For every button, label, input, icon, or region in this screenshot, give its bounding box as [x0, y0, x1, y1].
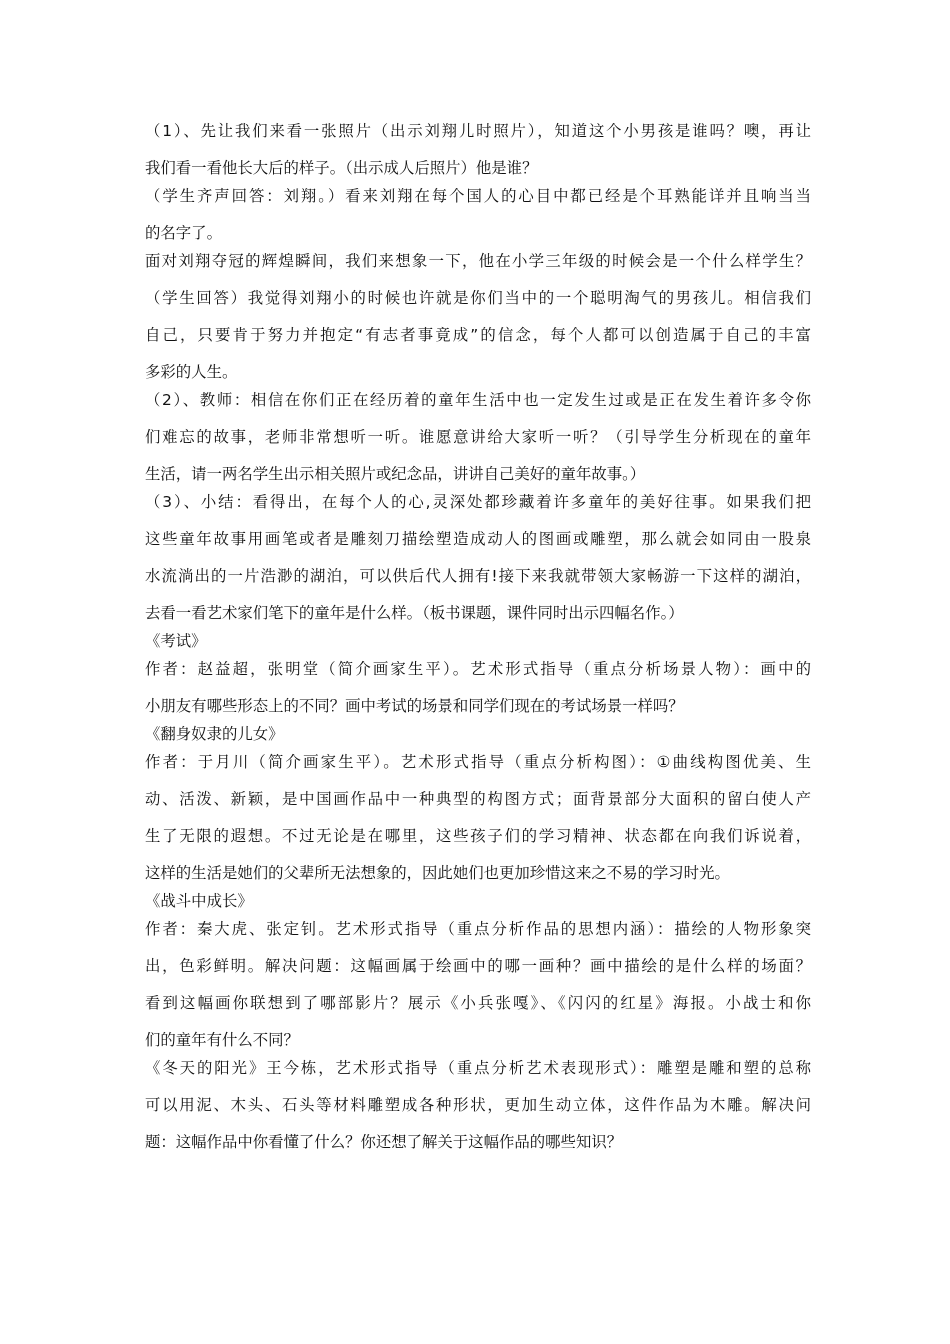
text-line: 面对刘翔夺冠的辉煌瞬间，我们来想象一下，他在小学三年级的时候会是一个什么样学生？	[145, 252, 811, 270]
text-line: 水流淌出的一片浩渺的湖泊，可以供后代人拥有!接下来我就带领大家畅游一下这样的湖泊，	[145, 567, 811, 585]
text-line: 小朋友有哪些形态上的不同？画中考试的场景和同学们现在的考试场景一样吗？	[145, 697, 684, 715]
text-line: 的名字了。	[145, 224, 222, 242]
text-line: 出，色彩鲜明。解决问题：这幅画属于绘画中的哪一画种？画中描绘的是什么样的场面？	[145, 957, 811, 975]
text-line: 作者：赵益超，张明堂（简介画家生平）。艺术形式指导（重点分析场景人物）：画中的	[145, 660, 811, 678]
text-line: 们的童年有什么不同？	[145, 1031, 299, 1049]
text-line: 题：这幅作品中你看懂了什么？你还想了解关于这幅作品的哪些知识？	[145, 1133, 623, 1151]
text-line: （学生齐声回答：刘翔。）看来刘翔在每个国人的心目中都已经是个耳熟能详并且响当当	[145, 187, 811, 205]
text-line: 自己，只要肯于努力并抱定“有志者事竟成”的信念，每个人都可以创造属于自己的丰富	[145, 326, 811, 344]
text-line: 《冬天的阳光》王今栋，艺术形式指导（重点分析艺术表现形式）：雕塑是雕和塑的总称	[145, 1059, 811, 1077]
text-line: 这些童年故事用画笔或者是雕刻刀描绘塑造成动人的图画或雕塑，那么就会如同由一股泉	[145, 530, 811, 548]
text-line: 我们看一看他长大后的样子。（出示成人后照片）他是谁？	[145, 159, 538, 177]
text-line: 们难忘的故事，老师非常想听一听。谁愿意讲给大家听一听？（引导学生分析现在的童年	[145, 428, 811, 446]
text-line: 动、活泼、新颖，是中国画作品中一种典型的构图方式；面背景部分大面积的留白使人产	[145, 790, 811, 808]
text-line: 可以用泥、木头、石头等材料雕塑成各种形状，更加生动立体，这件作品为木雕。解决问	[145, 1096, 811, 1114]
text-line: （2）、教师：相信在你们正在经历着的童年生活中也一定发生过或是正在发生着许多令你	[145, 391, 811, 409]
text-line: 作者：于月川（简介画家生平）。艺术形式指导（重点分析构图）：①曲线构图优美、生	[145, 753, 811, 771]
text-line: （1）、先让我们来看一张照片（出示刘翔儿时照片），知道这个小男孩是谁吗？噢，再让	[145, 122, 811, 140]
text-line: 多彩的人生。	[145, 363, 238, 381]
artwork-title: 《考试》	[145, 632, 207, 650]
text-line: 去看一看艺术家们笔下的童年是什么样。（板书课题，课件同时出示四幅名作。）	[145, 604, 684, 622]
text-line: 作者：秦大虎、张定钊。艺术形式指导（重点分析作品的思想内涵）：描绘的人物形象突	[145, 920, 811, 938]
text-line: 看到这幅画你联想到了哪部影片？展示《小兵张嘎》、《闪闪的红星》海报。小战士和你	[145, 994, 811, 1012]
text-line: （学生回答）我觉得刘翔小的时候也许就是你们当中的一个聪明淘气的男孩儿。相信我们	[145, 289, 811, 307]
document-body	[145, 118, 811, 1157]
text-line: 这样的生活是她们的父辈所无法想象的，因此她们也更加珍惜这来之不易的学习时光。	[145, 864, 730, 882]
text-line: 生活，请一两名学生出示相关照片或纪念品，讲讲自己美好的童年故事。）	[145, 465, 646, 483]
text-line: 生了无限的遐想。不过无论是在哪里，这些孩子们的学习精神、状态都在向我们诉说着，	[145, 827, 811, 845]
text-line: （3）、小结：看得出，在每个人的心,灵深处都珍藏着许多童年的美好往事。如果我们把	[145, 493, 811, 511]
artwork-title: 《战斗中成长》	[145, 892, 253, 910]
artwork-title: 《翻身奴隶的儿女》	[145, 725, 284, 743]
